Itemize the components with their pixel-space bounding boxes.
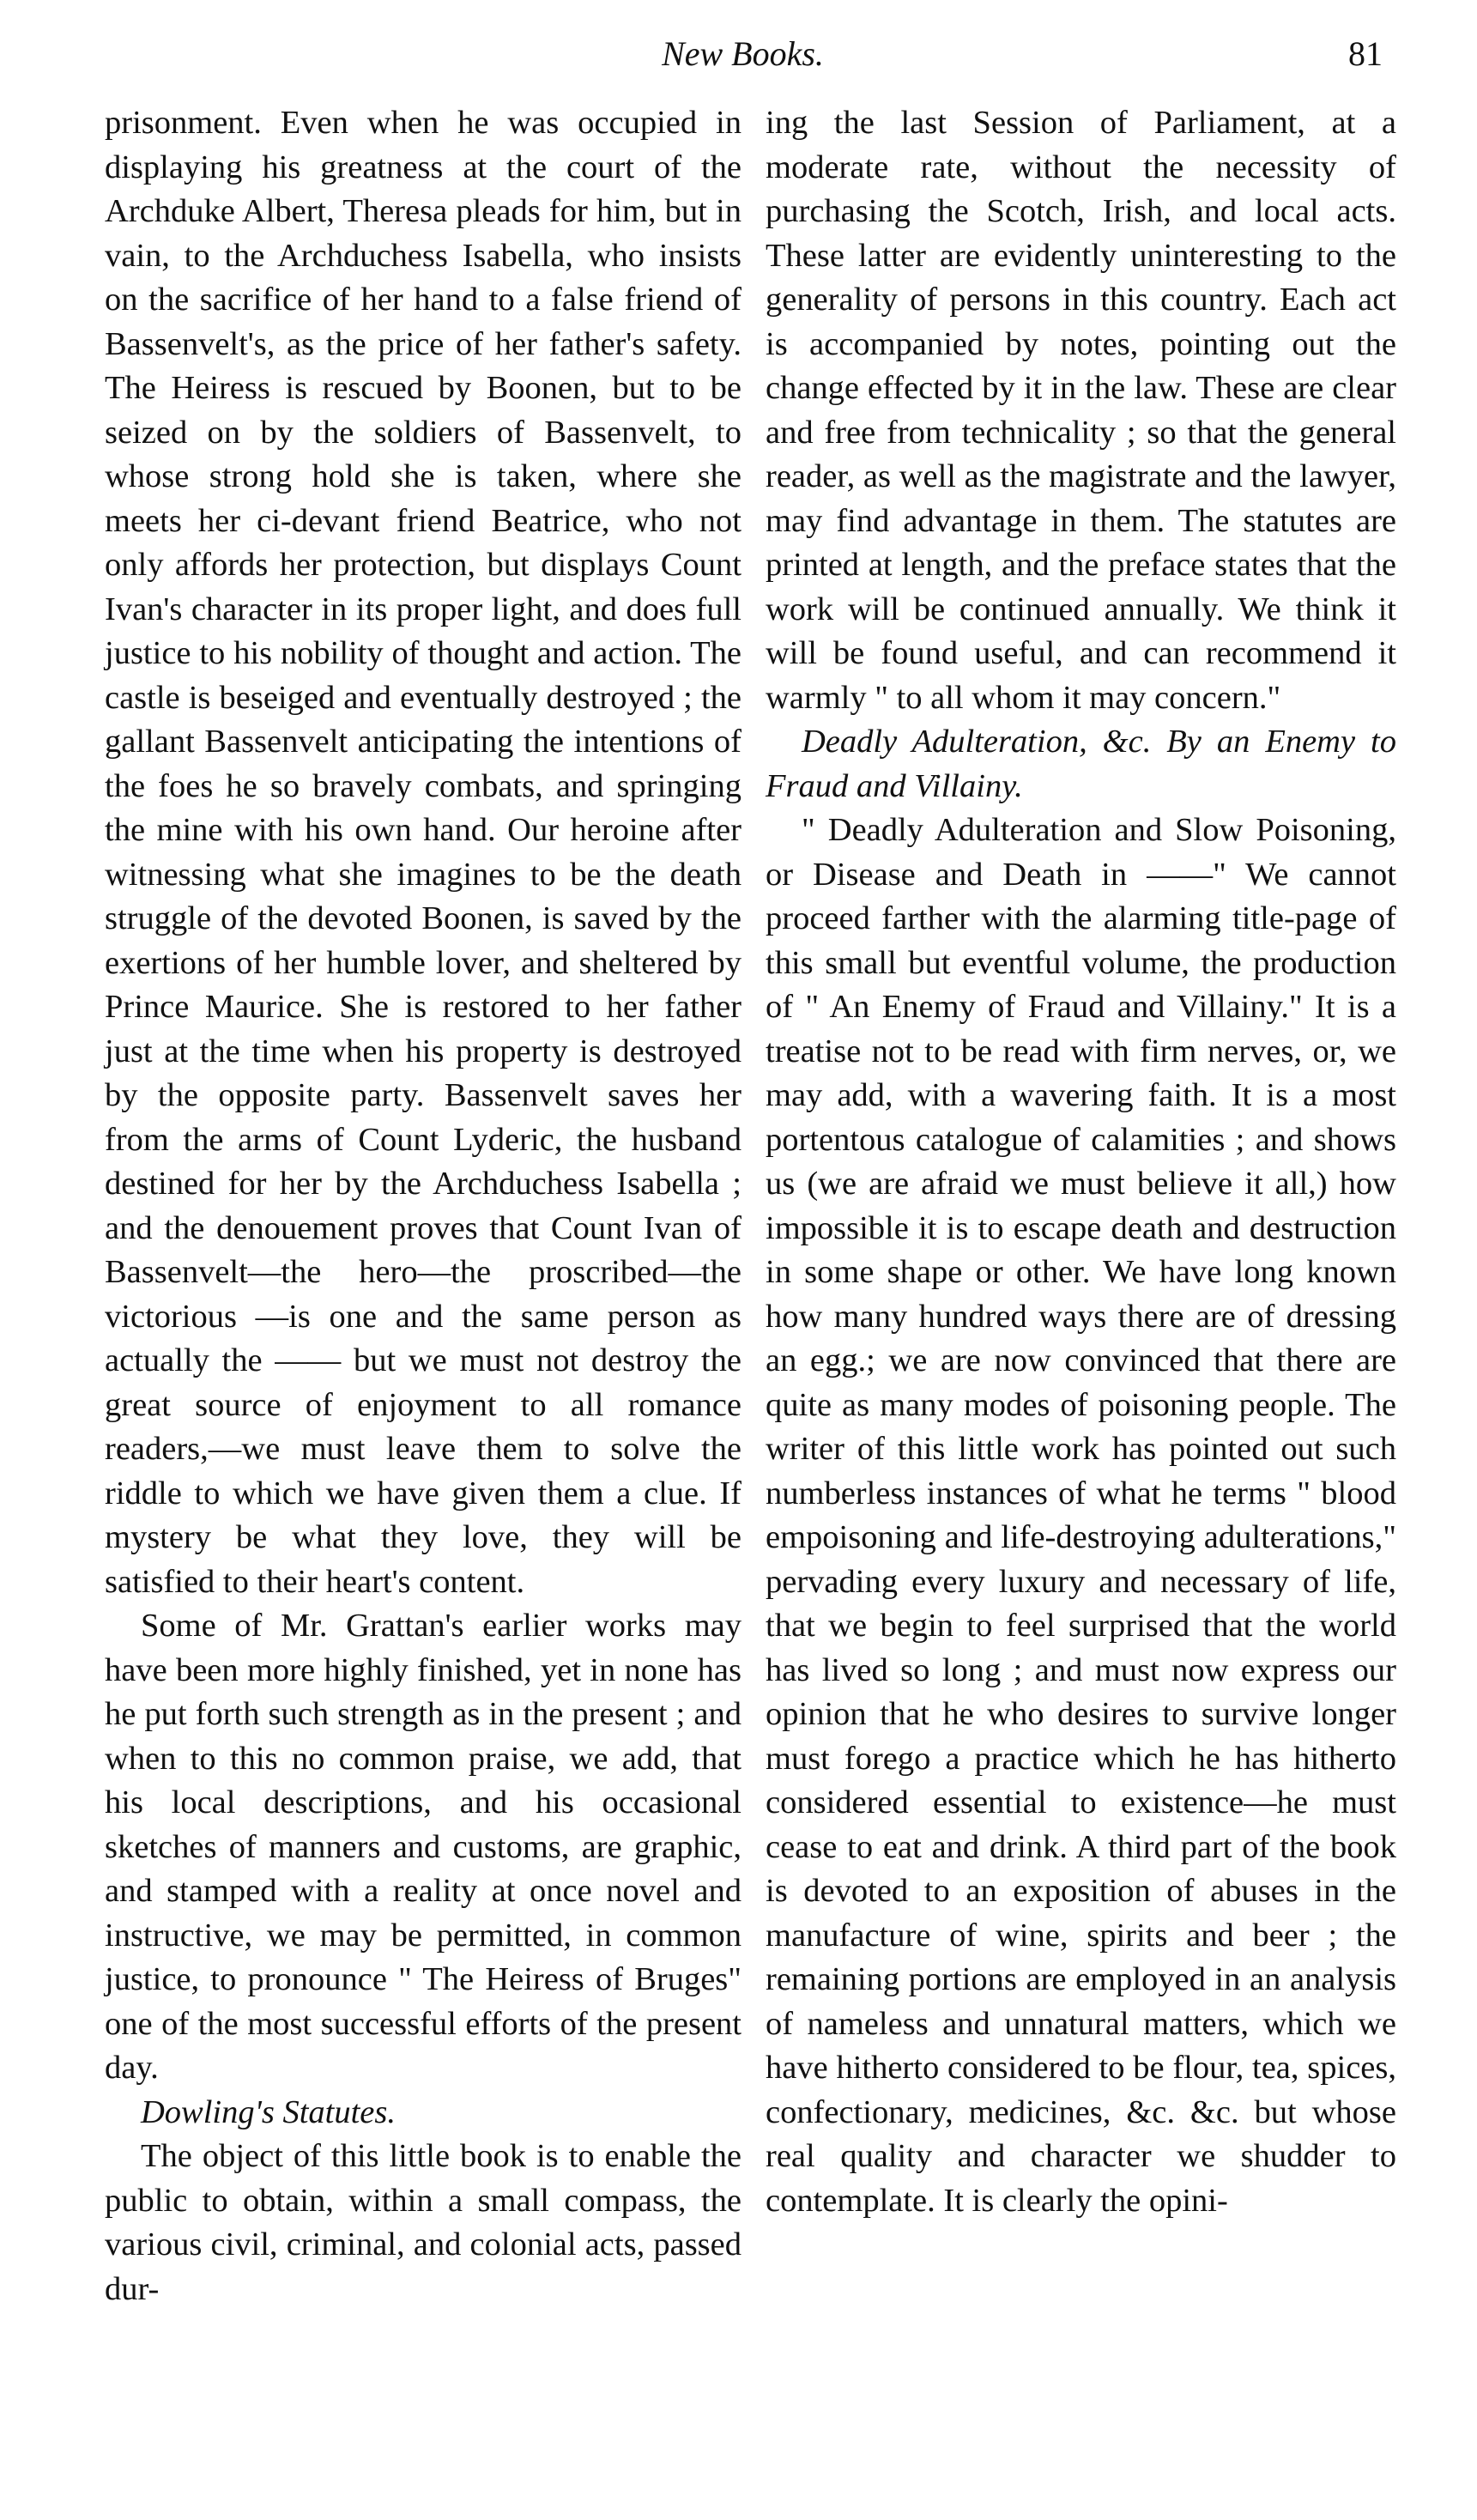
left-column (105, 101, 742, 2311)
right-section-heading: Deadly Adulteration, &c. By an Enemy to Fraud and Villainy. (766, 724, 1396, 804)
right-paragraph-2: " Deadly Adulteration and Slow Poisoning, or Disease and Death in ——" We cannot proceed farther with the alarming title-page of this small but eventful volume, the production of " An Enemy of Fraud and Villainy." It is a treatise not to be read with firm nerves, or, we may add, with a wavering faith. It is a most portentous catalogue of calamities ; and shows us (we are afraid we must believe it all,) how impossible it is to escape death and destruction in some shape or other. We have long known how many hundred ways there are of dressing an egg.; we are now convinced that there are quite as many modes of poisoning people. The writer of this little work has pointed out such numberless instances of what he terms " blood empoisoning and life-destroying adulterations," pervading every luxury and necessary of life, that we begin to feel surprised that the world has lived so long ; and must now express our opinion that he who desires to survive longer must forego a practice which he has hitherto considered essential to existence—he must cease to eat and drink. A third part of the book is devoted to an exposition of abuses in the manufacture of wine, spirits and beer ; the remaining portions are employed in an analysis of nameless and unnatural matters, which we have hitherto considered to be flour, tea, spices, confectionary, medicines, &c. &c. but whose real quality and character we shudder to contemplate. It is clearly the opini- (766, 812, 1396, 2219)
page-number: 81 (1348, 34, 1383, 73)
running-head (103, 33, 1383, 76)
left-paragraph-2: Some of Mr. Grattan's earlier works may have been more highly finished, yet in none has he put forth such strength as in the present ; and when to this no common praise, we add, that his local descriptions, and his occasional sketches of manners and customs, are graphic, and stamped with a reality at once novel and instructive, we may be permitted, in common justice, to pronounce " The Heiress of Bruges" one of the most successful efforts of the present day. (105, 1608, 742, 2086)
left-section-heading: Dowling's Statutes. (141, 2093, 396, 2130)
right-paragraph-1: ing the last Session of Parliament, at a moderate rate, without the necessity of purchasing the Scotch, Irish, and local acts. These latter are evidently uninteresting to the generality of persons in this country. Each act is accompanied by notes, pointing out the change effected by it in the law. These are clear and free from technicality ; so that the general reader, as well as the magistrate and the lawyer, may find advantage in them. The statutes are printed at length, and the preface states that the work will be continued annually. We think it will be found useful, and can recommend it warmly " to all whom it may concern." (766, 105, 1396, 716)
running-title: New Books. (662, 34, 824, 73)
left-paragraph-3: The object of this little book is to enable the public to obtain, within a small compass, the various civil, criminal, and colonial acts, passed dur- (105, 2138, 742, 2307)
left-paragraph-1: prisonment. Even when he was occupied in displaying his greatness at the court of the Archduke Albert, Theresa pleads for him, but in vain, to the Archduchess Isabella, who insists on the sacrifice of her hand to a false friend of Bassenvelt's, as the price of her father's safety. The Heiress is rescued by Boonen, but to be seized on by the soldiers of Bassenvelt, to whose strong hold she is taken, where she meets her ci-devant friend Beatrice, who not only affords her protection, but displays Count Ivan's character in its proper light, and does full justice to his nobility of thought and action. The castle is beseiged and eventually destroyed ; the gallant Bassenvelt anticipating the intentions of the foes he so bravely combats, and springing the mine with his own hand. Our heroine after witnessing what she imagines to be the death struggle of the devoted Boonen, is saved by the exertions of her humble lover, and sheltered by Prince Maurice. She is restored to her father just at the time when his property is destroyed by the opposite party. Bassenvelt saves her from the arms of Count Lyderic, the husband destined for her by the Archduchess Isabella ; and the denouement proves that Count Ivan of Bassenvelt—the hero—the proscribed—the victorious —is one and the same person as actually the —— but we must not destroy the great source of enjoyment to all romance readers,—we must leave them to solve the riddle to which we have given them a clue. If mystery be what they love, they will be satisfied to their heart's content. (105, 105, 742, 1600)
right-column (766, 101, 1396, 2223)
